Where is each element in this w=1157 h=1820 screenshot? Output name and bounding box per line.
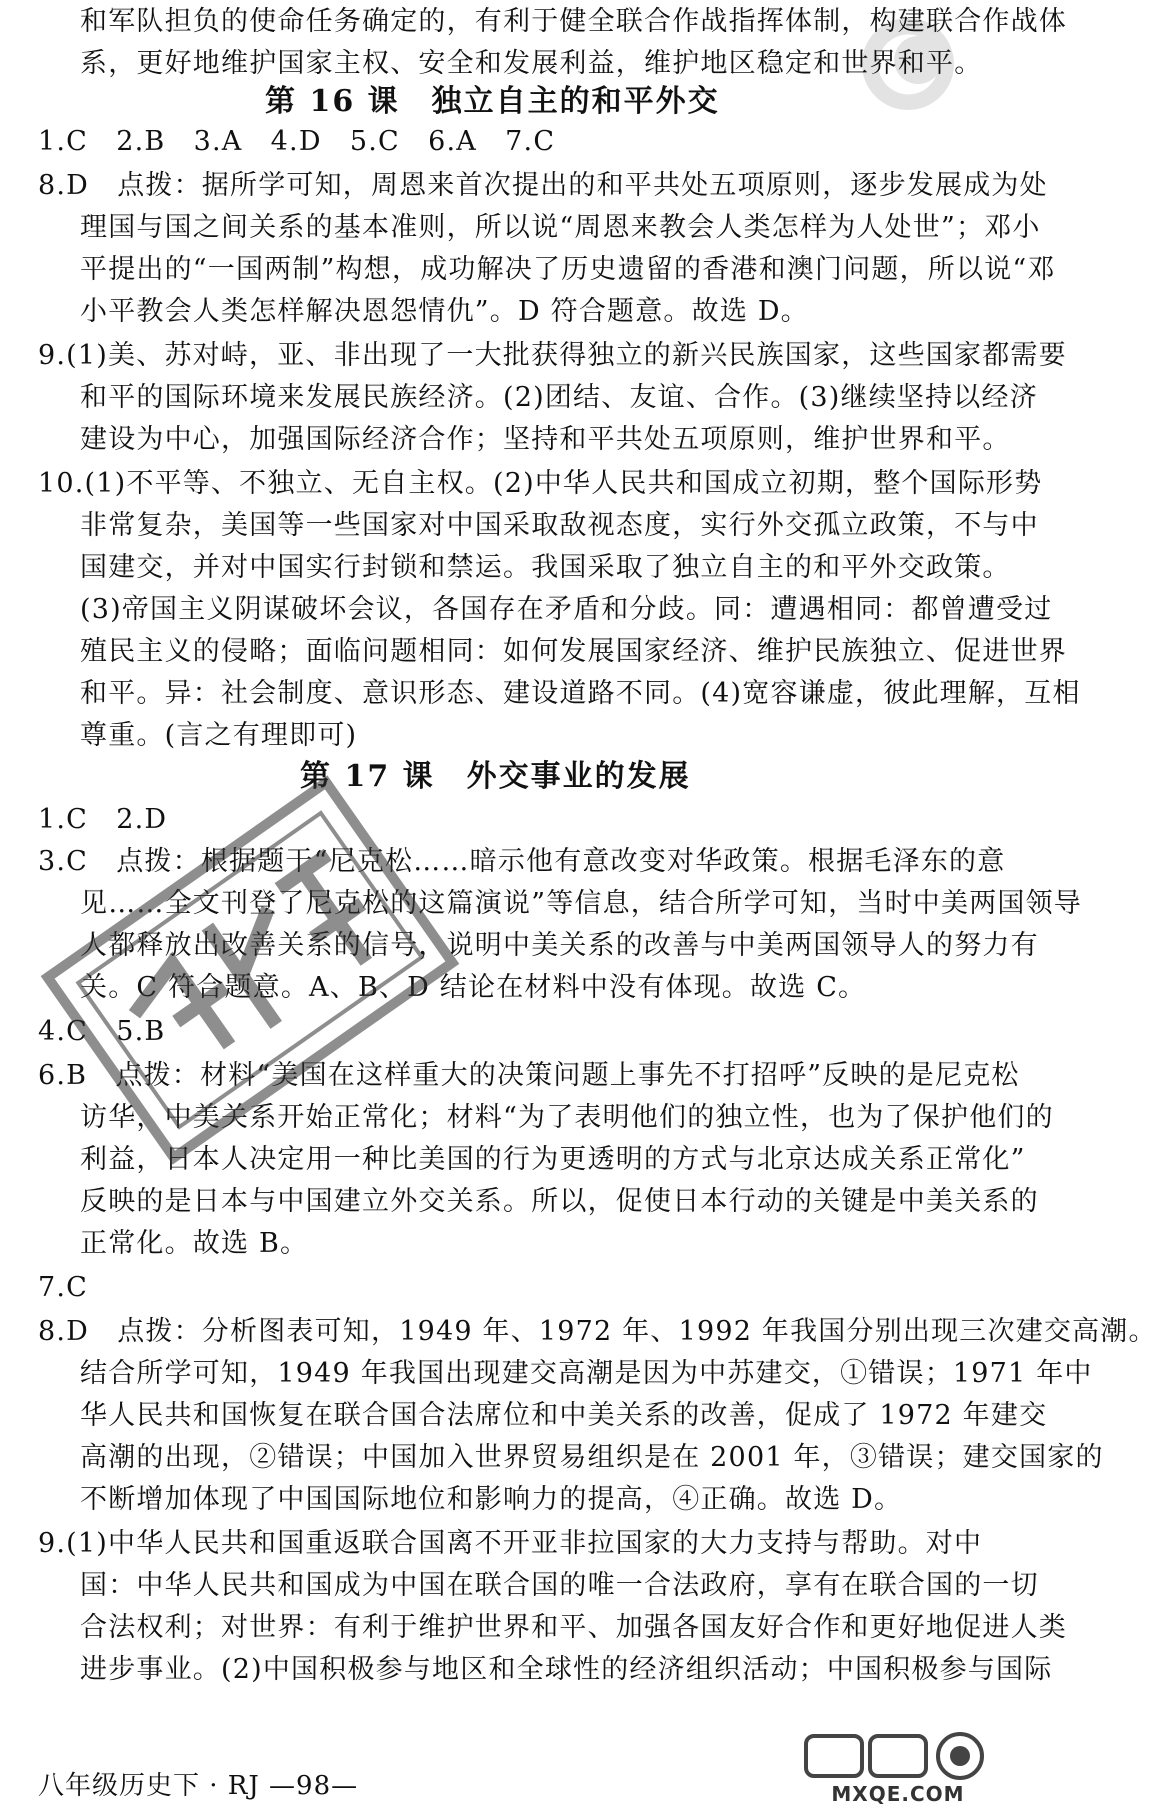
answer-line: 建设为中心，加强国际经济合作；坚持和平共处五项原则，维护世界和平。 — [80, 424, 1011, 455]
answer-line: 访华，中美关系开始正常化；材料“为了表明他们的独立性，也为了保护他们的 — [80, 1102, 1054, 1133]
answer-line: 8.D 点拨：分析图表可知，1949 年、1972 年、1992 年我国分别出现三次建交高潮。 — [38, 1316, 1157, 1347]
answer-line: 8.D 点拨：据所学可知，周恩来首次提出的和平共处五项原则，逐步发展成为处 — [38, 170, 1048, 201]
answer-line: 正常化。故选 B。 — [80, 1228, 309, 1259]
lesson-17-title: 第 17 课 外交事业的发展 — [300, 759, 691, 794]
answer-line: 和平的国际环境来发展民族经济。(2)团结、友谊、合作。(3)继续坚持以经济 — [80, 382, 1038, 413]
answer-line: 和平。异：社会制度、意识形态、建设道路不同。(4)宽容谦虚，彼此理解，互相 — [80, 678, 1081, 709]
answer-line: 非常复杂，美国等一些国家对中国采取敌视态度，实行外交孤立政策，不与中 — [80, 510, 1039, 541]
answer-line: 结合所学可知，1949 年我国出现建交高潮是因为中苏建交，①错误；1971 年中 — [80, 1358, 1093, 1389]
answer-line: 高潮的出现，②错误；中国加入世界贸易组织是在 2001 年，③错误；建交国家的 — [80, 1442, 1104, 1473]
site-logo-text: MXQE.COM — [831, 1782, 965, 1806]
answer-line: 国：中华人民共和国成为中国在联合国的唯一合法政府，享有在联合国的一切 — [80, 1570, 1039, 1601]
answer-line: 殖民主义的侵略；面临问题相同：如何发展国家经济、维护民族独立、促进世界 — [80, 636, 1067, 667]
answer-line: 1.C 2.B 3.A 4.D 5.C 6.A 7.C — [38, 126, 556, 157]
answer-line: 反映的是日本与中国建立外交关系。所以，促使日本行动的关键是中美关系的 — [80, 1186, 1039, 1217]
answer-line: (3)帝国主义阴谋破坏会议，各国存在矛盾和分歧。同：遭遇相同：都曾遭受过 — [80, 594, 1053, 625]
page-footer: 八年级历史下 · RJ —98— — [38, 1771, 359, 1801]
answer-line: 小平教会人类怎样解决恩怨情仇”。D 符合题意。故选 D。 — [80, 296, 809, 327]
answer-line: 不断增加体现了中国国际地位和影响力的提高，④正确。故选 D。 — [80, 1484, 903, 1515]
answer-line: 尊重。(言之有理即可) — [80, 720, 358, 751]
answer-line: 利益，日本人决定用一种比美国的行为更透明的方式与北京达成关系正常化” — [80, 1144, 1026, 1175]
answer-line: 国建交，并对中国实行封锁和禁运。我国采取了独立自主的和平外交政策。 — [80, 552, 1011, 583]
answer-line: 见……全文刊登了尼克松的这篇演说”等信息，结合所学可知，当时中美两国领导 — [80, 888, 1083, 919]
text-line: 和军队担负的使命任务确定的，有利于健全联合作战指挥体制，构建联合作战体 — [80, 6, 1067, 37]
answer-line: 关。C 符合题意。A、B、D 结论在材料中没有体现。故选 C。 — [80, 972, 867, 1003]
answer-line: 人都释放出改善关系的信号，说明中美关系的改善与中美两国领导人的努力有 — [80, 930, 1039, 961]
watermark-stamp-icon — [40, 770, 460, 1170]
answer-line: 7.C — [38, 1272, 89, 1303]
answer-circle-logo-icon — [800, 1730, 996, 1782]
site-logo — [800, 1730, 996, 1816]
answer-line: 合法权利；对世界：有利于维护世界和平、加强各国友好合作和更好地促进人类 — [80, 1612, 1067, 1643]
answer-line: 3.C 点拨：根据题干“尼克松……暗示他有意改变对华政策。根据毛泽东的意 — [38, 846, 1006, 877]
answer-line: 4.C 5.B — [38, 1016, 166, 1047]
answer-line: 进步事业。(2)中国积极参与地区和全球性的经济组织活动；中国积极参与国际 — [80, 1654, 1053, 1685]
answer-line: 1.C 2.D — [38, 804, 168, 835]
answer-line: 9.(1)中华人民共和国重返联合国离不开亚非拉国家的大力支持与帮助。对中 — [38, 1528, 983, 1559]
text-line: 系，更好地维护国家主权、安全和发展利益，维护地区稳定和世界和平。 — [80, 48, 983, 79]
answer-line: 10.(1)不平等、不独立、无自主权。(2)中华人民共和国成立初期，整个国际形势 — [38, 468, 1043, 499]
lesson-16-title: 第 16 课 独立自主的和平外交 — [265, 84, 720, 119]
answer-line: 6.B 点拨：材料“美国在这样重大的决策问题上事先不打招呼”反映的是尼克松 — [38, 1060, 1020, 1091]
answer-line: 华人民共和国恢复在联合国合法席位和中美关系的改善，促成了 1972 年建交 — [80, 1400, 1048, 1431]
answer-line: 平提出的“一国两制”构想，成功解决了历史遗留的香港和澳门问题，所以说“邓 — [80, 254, 1056, 285]
answer-line: 9.(1)美、苏对峙，亚、非出现了一大批获得独立的新兴民族国家，这些国家都需要 — [38, 340, 1067, 371]
answer-line: 理国与国之间关系的基本准则，所以说“周恩来教会人类怎样为人处世”；邓小 — [80, 212, 1041, 243]
